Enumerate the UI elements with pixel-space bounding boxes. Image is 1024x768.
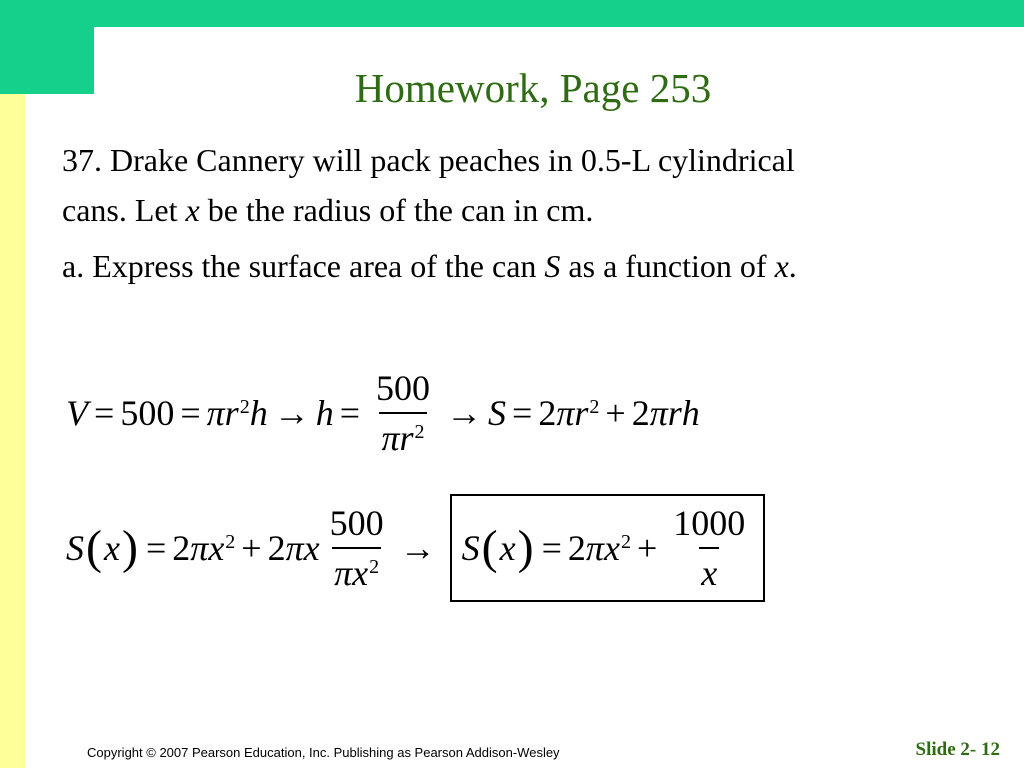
math-paren: (: [481, 521, 498, 574]
fraction-denominator: [332, 547, 381, 593]
math-exponent: 2: [369, 556, 380, 578]
slide-title: Homework, Page 253: [354, 65, 712, 111]
math-arrow: →: [446, 393, 482, 433]
math-symbol: r: [667, 393, 682, 433]
math-symbol: x: [603, 528, 620, 568]
math-operator: =: [512, 393, 533, 433]
problem-text: .: [788, 248, 797, 284]
math-symbol: S: [66, 528, 84, 568]
math-symbol: π: [556, 393, 575, 433]
left-accent-bar: [0, 94, 25, 768]
math-symbol: r: [224, 393, 239, 433]
slide-number: Slide 2- 12: [915, 739, 1000, 760]
math-exponent: 2: [589, 396, 600, 418]
variable-s: S: [544, 248, 561, 284]
variable-x: x: [774, 248, 789, 284]
fraction-denominator: [699, 547, 719, 593]
fraction-denominator: [379, 412, 426, 458]
problem-text: as a function of: [560, 248, 775, 284]
math-paren: (: [86, 521, 102, 574]
math-symbol: r: [574, 393, 589, 433]
math-number: 2: [631, 393, 650, 433]
math-symbol: π: [206, 393, 225, 433]
math-symbol: S: [488, 393, 506, 433]
math-symbol: h: [681, 393, 700, 433]
math-number: 2: [538, 393, 557, 433]
math-exponent: 2: [414, 421, 425, 443]
math-symbol: V: [66, 393, 88, 433]
problem-text: 37. Drake Cannery will pack peaches in 0.5-L cylindrical: [62, 142, 795, 178]
math-operator: =: [339, 393, 360, 433]
variable-x: x: [185, 192, 200, 228]
math-operator: +: [241, 528, 262, 568]
math-operator: =: [541, 528, 562, 568]
math-operator: =: [94, 393, 115, 433]
math-paren: ): [517, 521, 534, 574]
math-symbol: π: [190, 528, 209, 568]
equation-surface-function: [66, 498, 765, 598]
problem-line-1: [62, 140, 795, 180]
math-number: 500: [120, 393, 175, 433]
fraction-numerator: 1000: [673, 503, 746, 543]
math-symbol: x: [701, 553, 718, 593]
problem-text: a. Express the surface area of the can: [62, 248, 545, 284]
math-paren: ): [121, 521, 138, 574]
math-symbol: x: [303, 528, 320, 568]
math-exponent: 2: [620, 531, 631, 553]
problem-text: be the radius of the can in cm.: [199, 192, 594, 228]
math-exponent: 2: [239, 396, 250, 418]
math-fraction: [671, 503, 747, 593]
math-fraction: [374, 368, 432, 458]
math-symbol: S: [461, 528, 480, 568]
boxed-answer: [450, 494, 766, 602]
math-symbol: π: [381, 418, 400, 458]
fraction-numerator: 500: [329, 503, 384, 543]
math-operator: +: [605, 393, 626, 433]
math-operator: =: [145, 528, 167, 568]
math-number: 2: [172, 528, 191, 568]
math-symbol: r: [399, 418, 414, 458]
problem-text: cans. Let: [62, 192, 186, 228]
math-symbol: h: [249, 393, 268, 433]
math-arrow: →: [399, 528, 436, 568]
equation-volume-to-surface: [66, 363, 700, 463]
math-symbol: x: [352, 553, 369, 593]
math-symbol: x: [208, 528, 225, 568]
math-number: 2: [267, 528, 286, 568]
math-arrow: →: [273, 393, 310, 433]
copyright-footer: Copyright © 2007 Pearson Education, Inc. Publishing as Pearson Addison-Wesley: [87, 745, 560, 760]
problem-line-2: [62, 190, 593, 230]
math-symbol: x: [499, 528, 516, 568]
problem-part-a: [62, 246, 797, 286]
math-symbol: π: [285, 528, 304, 568]
math-operator: =: [180, 393, 201, 433]
math-symbol: π: [585, 528, 604, 568]
fraction-numerator: 500: [376, 368, 430, 408]
math-number: 2: [567, 528, 586, 568]
top-accent-bar: [0, 0, 1024, 27]
math-fraction: [328, 503, 386, 593]
math-symbol: π: [334, 553, 353, 593]
math-operator: +: [636, 528, 658, 568]
math-symbol: x: [103, 528, 120, 568]
math-symbol: π: [649, 393, 668, 433]
math-symbol: h: [315, 393, 334, 433]
math-exponent: 2: [225, 531, 236, 553]
